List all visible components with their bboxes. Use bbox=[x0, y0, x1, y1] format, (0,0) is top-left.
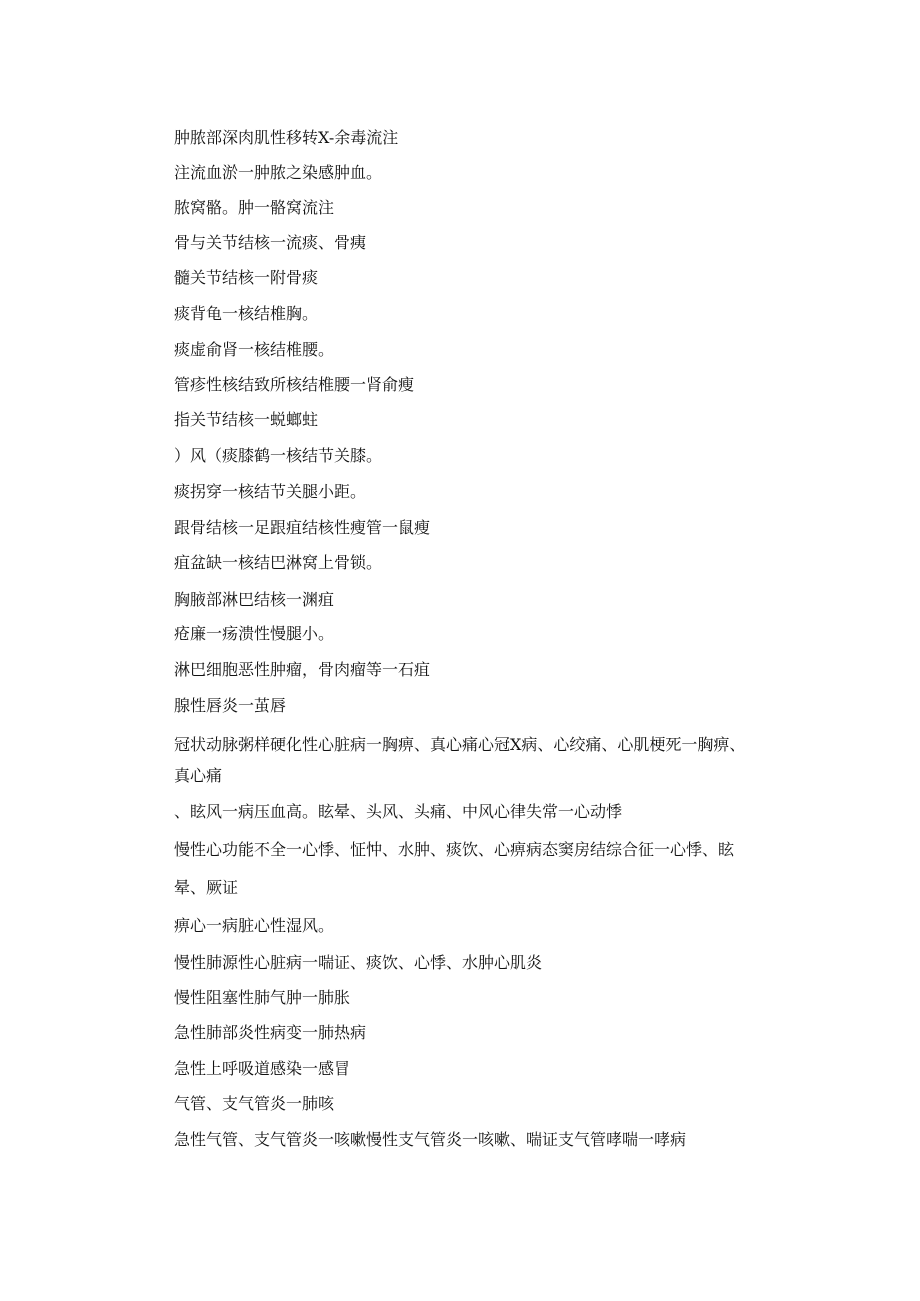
text-line: 疮廉一疡溃性慢腿小。 bbox=[174, 624, 335, 643]
text-line: 淋巴细胞恶性肿瘤，骨肉瘤等一石疽 bbox=[174, 660, 431, 679]
text-line: 骨与关节结核一流痰、骨痍 bbox=[174, 233, 367, 252]
text-line: 急性上呼吸道感染一感冒 bbox=[174, 1059, 351, 1078]
text-line: 注流血淤一肿脓之染感肿血。 bbox=[174, 163, 383, 182]
text-line: 脓窝骼。肿一骼窝流注 bbox=[174, 198, 335, 217]
text-line: 、眩风一病压血高。眩晕、头风、头痛、中风心律失常一心动悸 bbox=[174, 802, 623, 821]
text-line: 髓关节结核一附骨痰 bbox=[174, 268, 319, 287]
text-line: 气管、支气管炎一肺咳 bbox=[174, 1094, 335, 1113]
text-line: 痰虚俞肾一核结椎腰。 bbox=[174, 340, 335, 359]
text-line: 真心痛 bbox=[174, 766, 223, 785]
text-line: 痹心一病脏心性湿风。 bbox=[174, 916, 335, 935]
text-line: 腺性唇炎一茧唇 bbox=[174, 696, 287, 715]
text-line: 晕、厥证 bbox=[174, 878, 239, 897]
text-line: 痰背龟一核结椎胸。 bbox=[174, 304, 319, 323]
text-line: 急性气管、支气管炎一咳嗽慢性支气管炎一咳嗽、喘证支气管哮喘一哮病 bbox=[174, 1130, 687, 1149]
text-line: 肿脓部深肉肌性移转X-余毒流注 bbox=[174, 128, 399, 147]
text-line: 慢性肺源性心脏病一喘证、痰饮、心悸、水肿心肌炎 bbox=[174, 953, 543, 972]
text-line: 冠状动脉粥样硬化性心脏病一胸痹、真心痛心冠X病、心绞痛、心肌梗死一胸痹、 bbox=[174, 735, 746, 754]
text-line: 跟骨结核一足跟疽结核性瘦管一鼠瘦 bbox=[174, 518, 431, 537]
text-line: 慢性阻塞性肺气肿一肺胀 bbox=[174, 988, 351, 1007]
text-line: 痰拐穿一核结节关腿小距。 bbox=[174, 482, 367, 501]
text-line: 管疹性核结致所核结椎腰一肾俞瘦 bbox=[174, 375, 415, 394]
text-line: 胸腋部淋巴结核一渊疽 bbox=[174, 590, 335, 609]
text-line: 急性肺部炎性病变一肺热病 bbox=[174, 1023, 367, 1042]
text-line: ）风（痰膝鹤一核结节关膝。 bbox=[174, 446, 383, 465]
text-line: 指关节结核一蜕螂蛀 bbox=[174, 410, 319, 429]
text-line: 疽盆缺一核结巴淋窝上骨锁。 bbox=[174, 553, 383, 572]
text-line: 慢性心功能不全一心悸、怔忡、水肿、痰饮、心痹病态窦房结综合征一心悸、眩 bbox=[174, 840, 735, 859]
